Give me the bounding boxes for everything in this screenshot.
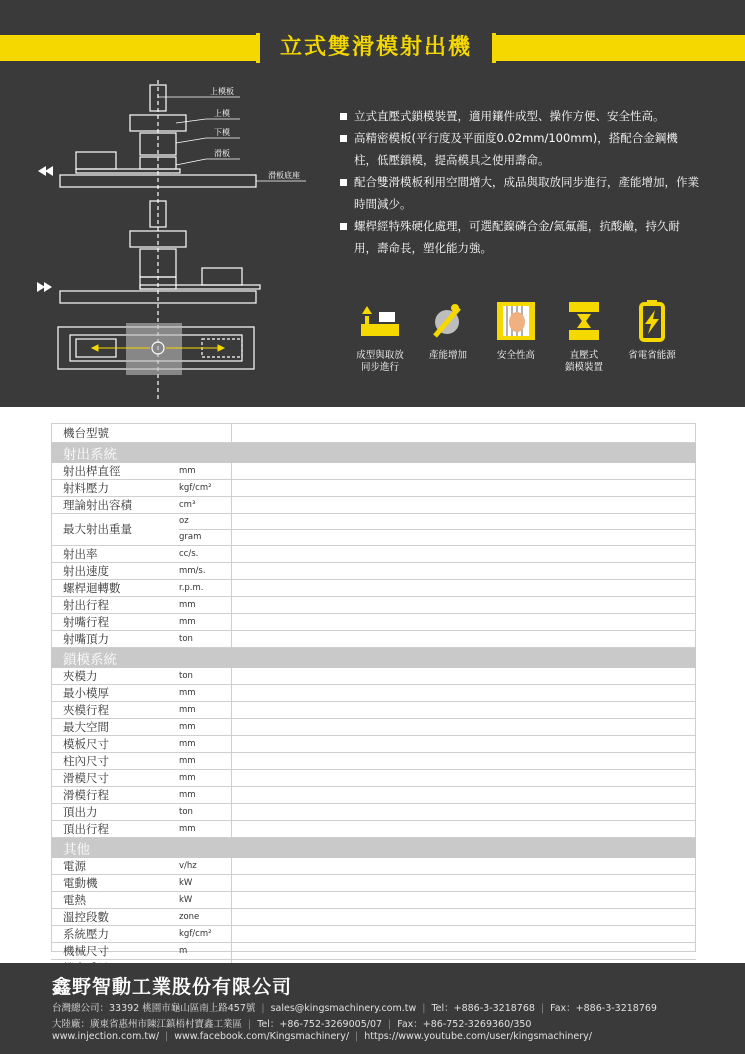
table-row bbox=[51, 858, 696, 875]
spec-value bbox=[232, 562, 697, 579]
spec-unit: mm bbox=[179, 613, 232, 630]
table-row bbox=[51, 545, 696, 562]
spec-unit: mm bbox=[179, 701, 232, 718]
spec-name: 射嘴行程 bbox=[51, 613, 179, 630]
spec-value bbox=[232, 480, 697, 497]
feature-list bbox=[340, 105, 700, 259]
spec-unit: cc/s. bbox=[179, 545, 232, 562]
icon-cell bbox=[481, 298, 551, 362]
spec-unit: ton bbox=[179, 803, 232, 820]
spec-name: 系統壓力 bbox=[51, 925, 179, 942]
spec-unit: gram bbox=[179, 529, 232, 545]
spec-value bbox=[232, 668, 697, 685]
spec-unit: mm bbox=[179, 820, 232, 837]
feature-item: 高精密模板(平行度及平面度0.02mm/100mm)，搭配合金鋼機柱，低壓鎖模，提高模具之使用壽命。 bbox=[340, 127, 700, 171]
table-row bbox=[51, 480, 696, 497]
label-upper-platen: 上模板 bbox=[210, 87, 234, 96]
spec-unit: zone bbox=[179, 908, 232, 925]
tw-fax: Fax：+886-3-3218769 bbox=[550, 1003, 657, 1014]
cn-address: 大陸廠：廣東省惠州市陳江鎮梧村寶鑫工業區 bbox=[52, 1019, 243, 1030]
spec-name: 機械尺寸 bbox=[51, 942, 179, 959]
spec-unit: kW bbox=[179, 891, 232, 908]
table-row bbox=[51, 613, 696, 630]
spec-unit: mm bbox=[179, 752, 232, 769]
spec-name: 電源 bbox=[51, 858, 179, 875]
spec-value bbox=[232, 942, 697, 959]
energy-saving-icon bbox=[629, 298, 675, 344]
table-row bbox=[51, 562, 696, 579]
label-upper-mold: 上模 bbox=[214, 109, 230, 118]
icon-label: 省電省能源 bbox=[628, 350, 676, 361]
footer bbox=[0, 963, 745, 1054]
spec-unit: kgf/cm² bbox=[179, 480, 232, 497]
spec-name: 最大空間 bbox=[51, 718, 179, 735]
spec-value bbox=[232, 701, 697, 718]
spec-value bbox=[232, 529, 697, 545]
spec-name: 射料壓力 bbox=[51, 480, 179, 497]
spec-unit: mm bbox=[179, 786, 232, 803]
machine-diagram bbox=[30, 75, 330, 405]
facebook-link[interactable]: www.facebook.com/Kingsmachinery/ bbox=[174, 1031, 350, 1042]
section-header bbox=[51, 443, 696, 464]
table-row bbox=[51, 668, 696, 685]
spec-value bbox=[232, 891, 697, 908]
spec-unit: ton bbox=[179, 630, 232, 647]
spec-value bbox=[232, 514, 697, 530]
spec-value bbox=[232, 803, 697, 820]
spec-value bbox=[232, 579, 697, 596]
spec-name: 頂出力 bbox=[51, 803, 179, 820]
spec-name: 最大射出重量 bbox=[51, 514, 179, 546]
icon-cell bbox=[549, 298, 619, 374]
icon-label: 直壓式 鎖模裝置 bbox=[564, 350, 603, 373]
table-row bbox=[51, 718, 696, 735]
spec-name: 電動機 bbox=[51, 874, 179, 891]
table-row bbox=[51, 579, 696, 596]
safety-icon bbox=[493, 298, 539, 344]
spec-name: 夾模行程 bbox=[51, 701, 179, 718]
table-row bbox=[51, 735, 696, 752]
icon-label: 產能增加 bbox=[428, 350, 467, 361]
table-row bbox=[51, 630, 696, 647]
spec-value bbox=[232, 497, 697, 514]
table-row bbox=[51, 803, 696, 820]
youtube-link[interactable]: https://www.youtube.com/user/kingsmachinery/ bbox=[364, 1031, 592, 1042]
spec-name: 射出行程 bbox=[51, 596, 179, 613]
spec-value bbox=[232, 545, 697, 562]
spec-name: 滑模尺寸 bbox=[51, 769, 179, 786]
spec-unit: kW bbox=[179, 874, 232, 891]
spec-value bbox=[232, 769, 697, 786]
spec-unit: mm bbox=[179, 769, 232, 786]
feature-item: 立式直壓式鎖模裝置，適用鑲件成型、操作方便、安全性高。 bbox=[340, 105, 700, 127]
spec-unit: oz bbox=[179, 514, 232, 530]
spec-name: 滑模行程 bbox=[51, 786, 179, 803]
feature-item: 螺桿經特殊硬化處理，可選配鎳磷合金/氮氟龍，抗酸鹼，持久耐用，壽命長，塑化能力強。 bbox=[340, 215, 700, 259]
table-row bbox=[51, 786, 696, 803]
model-value bbox=[232, 423, 697, 443]
label-slide-plate: 滑板 bbox=[214, 149, 230, 158]
table-row bbox=[51, 463, 696, 480]
table-row bbox=[51, 497, 696, 514]
section-title: 其他 bbox=[51, 837, 696, 858]
table-row bbox=[51, 942, 696, 959]
spec-unit: mm bbox=[179, 684, 232, 701]
spec-unit: mm/s. bbox=[179, 562, 232, 579]
table-row bbox=[51, 874, 696, 891]
spec-name: 電熱 bbox=[51, 891, 179, 908]
spec-unit: mm bbox=[179, 735, 232, 752]
title-box bbox=[256, 33, 496, 63]
table-row bbox=[51, 752, 696, 769]
feature-icons bbox=[345, 298, 690, 378]
spec-name: 柱內尺寸 bbox=[51, 752, 179, 769]
spec-name: 模板尺寸 bbox=[51, 735, 179, 752]
table-row bbox=[51, 769, 696, 786]
table-row bbox=[51, 820, 696, 837]
spec-name: 溫控段數 bbox=[51, 908, 179, 925]
table-row bbox=[51, 701, 696, 718]
table-row bbox=[51, 925, 696, 942]
spec-value bbox=[232, 786, 697, 803]
spec-value bbox=[232, 596, 697, 613]
cn-fax: Fax：+86-752-3269360/350 bbox=[397, 1019, 532, 1030]
spec-unit: ton bbox=[179, 668, 232, 685]
table-row bbox=[51, 596, 696, 613]
table-row bbox=[51, 514, 696, 530]
spec-unit: mm bbox=[179, 596, 232, 613]
website-link[interactable]: www.injection.com.tw/ bbox=[52, 1031, 160, 1042]
spec-value bbox=[232, 613, 697, 630]
table-row bbox=[51, 684, 696, 701]
cn-tel: Tel：+86-752-3269005/07 bbox=[257, 1019, 383, 1030]
section-header bbox=[51, 837, 696, 858]
spec-unit: mm bbox=[179, 463, 232, 480]
icon-label: 安全性高 bbox=[496, 350, 535, 361]
table-row bbox=[51, 423, 696, 443]
feature-item: 配合雙滑模板利用空間增大，成品與取放同步進行，產能增加，作業時間減少。 bbox=[340, 171, 700, 215]
spec-unit: v/hz bbox=[179, 858, 232, 875]
spec-value bbox=[232, 735, 697, 752]
spec-name: 最小模厚 bbox=[51, 684, 179, 701]
spec-value bbox=[232, 908, 697, 925]
section-title: 射出系統 bbox=[51, 443, 696, 464]
label-lower-mold: 下模 bbox=[214, 128, 230, 137]
spec-name: 射出率 bbox=[51, 545, 179, 562]
label-slide-base: 滑板底座 bbox=[268, 171, 300, 180]
section-title: 鎖模系統 bbox=[51, 647, 696, 668]
page-title: 立式雙滑模射出機 bbox=[279, 35, 472, 60]
icon-cell bbox=[345, 298, 415, 374]
spec-table bbox=[51, 423, 696, 1008]
tw-tel: Tel：+886-3-3218768 bbox=[431, 1003, 535, 1014]
spec-name: 射嘴頂力 bbox=[51, 630, 179, 647]
productivity-icon bbox=[425, 298, 471, 344]
spec-unit: r.p.m. bbox=[179, 579, 232, 596]
web-links: www.injection.com.tw/ | www.facebook.com/Kingsmachinery/ | https://www.youtube.com/user/kingsmachinery/ bbox=[52, 1031, 592, 1042]
spec-unit: kgf/cm² bbox=[179, 925, 232, 942]
spec-value bbox=[232, 820, 697, 837]
tw-address: 台灣總公司：33392 桃園市龜山區南上路457號 bbox=[52, 1003, 256, 1014]
cn-contact: 大陸廠：廣東省惠州市陳江鎮梧村寶鑫工業區 | Tel：+86-752-3269005/07 | Fax：+86-752-3269360/350 bbox=[52, 1019, 532, 1030]
spec-name: 螺桿迴轉數 bbox=[51, 579, 179, 596]
tw-contact: 台灣總公司：33392 桃園市龜山區南上路457號 | sales@kingsmachinery.com.tw | Tel：+886-3-3218768 | Fax：+886-3-3218769 bbox=[52, 1003, 657, 1014]
icon-cell bbox=[413, 298, 483, 362]
icon-cell bbox=[617, 298, 687, 362]
spec-name: 射出速度 bbox=[51, 562, 179, 579]
spec-value bbox=[232, 718, 697, 735]
spec-value bbox=[232, 463, 697, 480]
spec-unit: cm³ bbox=[179, 497, 232, 514]
spec-value bbox=[232, 630, 697, 647]
icon-label: 成型與取放 同步進行 bbox=[356, 350, 404, 373]
spec-value bbox=[232, 684, 697, 701]
spec-name: 夾模力 bbox=[51, 668, 179, 685]
spec-value bbox=[232, 874, 697, 891]
section-header bbox=[51, 647, 696, 668]
table-row bbox=[51, 891, 696, 908]
spec-name: 頂出行程 bbox=[51, 820, 179, 837]
spec-name: 射出桿直徑 bbox=[51, 463, 179, 480]
sync-production-icon bbox=[357, 298, 403, 344]
spec-unit: mm bbox=[179, 718, 232, 735]
table-row bbox=[51, 908, 696, 925]
spec-value bbox=[232, 858, 697, 875]
spec-value bbox=[232, 925, 697, 942]
spec-unit: m bbox=[179, 942, 232, 959]
company-name: 鑫野智動工業股份有限公司 bbox=[52, 976, 293, 998]
model-label: 機台型號 bbox=[51, 423, 232, 443]
direct-clamp-icon bbox=[561, 298, 607, 344]
spec-value bbox=[232, 752, 697, 769]
spec-name: 理論射出容積 bbox=[51, 497, 179, 514]
email-link[interactable]: sales@kingsmachinery.com.tw bbox=[270, 1003, 417, 1014]
